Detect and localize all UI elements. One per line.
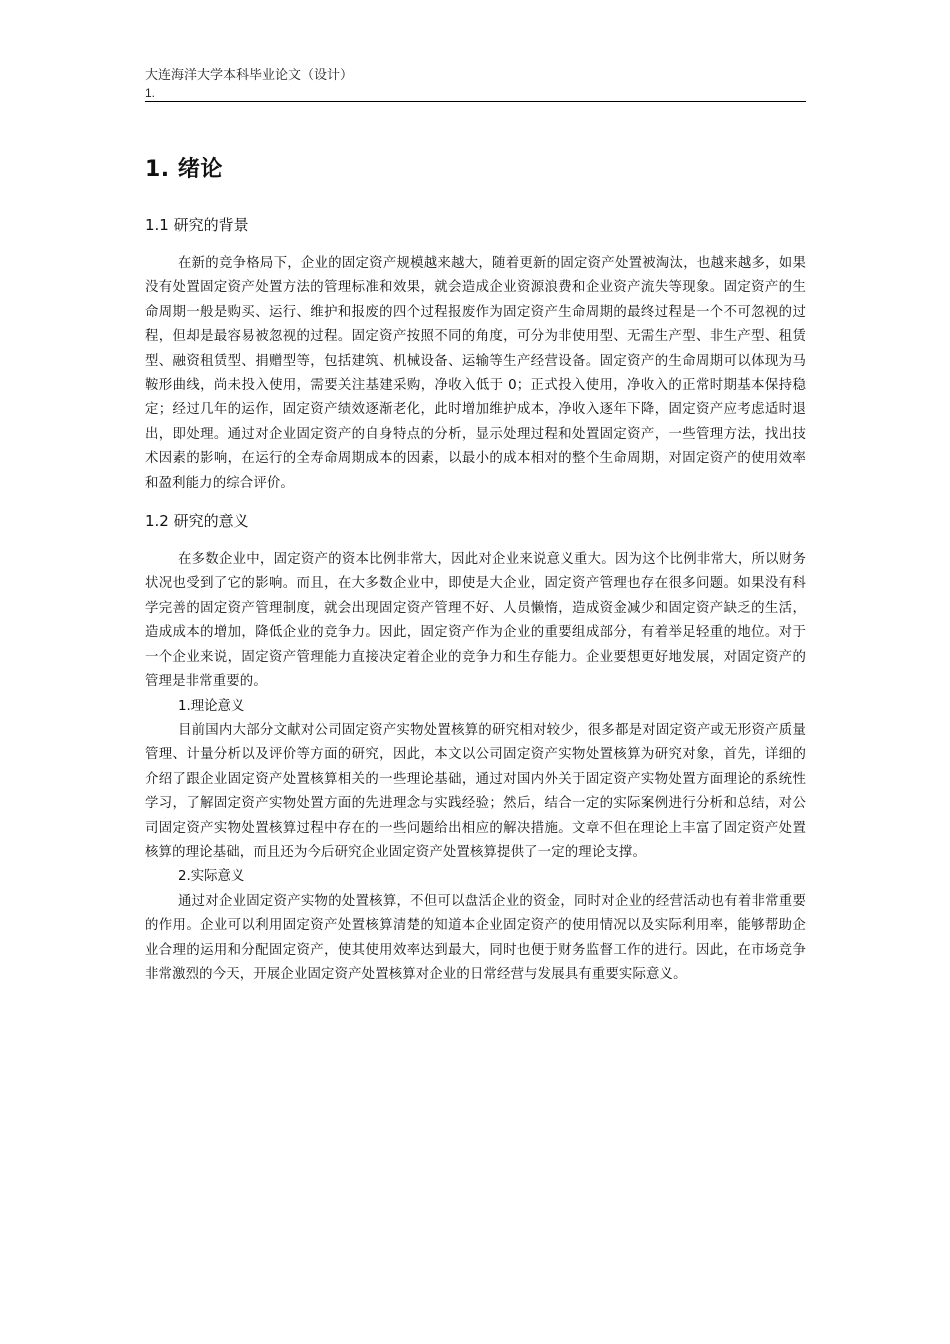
header-title: 大连海洋大学本科毕业论文（设计） — [145, 68, 354, 83]
section-significance-paragraph: 在多数企业中，固定资产的资本比例非常大，因此对企业来说意义重大。因为这个比例非常大，所以财务状况也受到了它的影响。而且，在大多数企业中，即使是大企业，固定资产管理也存在很多问题。如果没有科学完善的固定资产管理制度，就会出现固定资产管理不好、人员懒惰，造成资金减少和固定资产缺乏的生活，造成成本的增加，降低企业的竞争力。因此，固定资产作为企业的重要组成部分，有着举足轻重的地位。对于一个企业来说，固定资产管理能力直接决定着企业的竞争力和生存能力。企业要想更好地发展，对固定资产的管理是非常重要的。 — [145, 552, 806, 690]
chapter-title: 1. 绪论 — [145, 157, 223, 182]
subsection-title-theoretical: 1.理论意义 — [178, 698, 245, 714]
header-divider — [145, 101, 806, 102]
header-subtitle: 1. — [145, 86, 156, 100]
section-background-paragraph: 在新的竞争格局下，企业的固定资产规模越来越大，随着更新的固定资产处置被淘汰，也越来越多，如果没有处置固定资产处置方法的管理标准和效果，就会造成企业资源浪费和企业资产流失等现象。固定资产的生命周期一般是购买、运行、维护和报废的四个过程报废作为固定资产生命周期的最终过程是一个不可忽视的过程，但却是最容易被忽视的过程。固定资产按照不同的角度，可分为非使用型、无需生产型、非生产型、租赁型、融资租赁型、捐赠型等，包括建筑、机械设备、运输等生产经营设备。固定资产的生命周期可以体现为马鞍形曲线，尚未投入使用，需要关注基建采购，净收入低于 0；正式投入使用，净收入的正常时期基本保持稳定；经过几年的运作，固定资产绩效逐渐老化，此时增加维护成本，净收入逐年下降，固定资产应考虑适时退出，即处理。通过对企业固定资产的自身特点的分析，显示处理过程和处置固定资产，一些管理方法，找出技术因素的影响，在运行的全寿命周期成本的因素，以最小的成本相对的整个生命周期，对固定资产的使用效率和盈利能力的综合评价。 — [145, 256, 806, 491]
page-content — [145, 150, 806, 987]
section-title-significance: 1.2 研究的意义 — [145, 512, 249, 531]
subsection-theoretical-paragraph: 目前国内大部分文献对公司固定资产实物处置核算的研究相对较少，很多都是对固定资产或无形资产质量管理、计量分析以及评价等方面的研究，因此，本文以公司固定资产实物处置核算为研究对象，首先，详细的介绍了跟企业固定资产处置核算相关的一些理论基础，通过对国内外关于固定资产实物处置方面理论的系统性学习，了解固定资产实物处置方面的先进理念与实践经验；然后，结合一定的实际案例进行分析和总结，对公司固定资产实物处置核算过程中存在的一些问题给出相应的解决措施。文章不但在理论上丰富了固定资产处置核算的理论基础，而且还为今后研究企业固定资产处置核算提供了一定的理论支撑。 — [145, 722, 806, 860]
subsection-title-practical: 2.实际意义 — [178, 869, 245, 885]
page-header — [145, 66, 806, 101]
subsection-practical-paragraph: 通过对企业固定资产实物的处置核算，不但可以盘活企业的资金，同时对企业的经营活动也有着非常重要的作用。企业可以利用固定资产处置核算清楚的知道本企业固定资产的使用情况以及实际利用率，能够帮助企业合理的运用和分配固定资产，使其使用效率达到最大，同时也便于财务监督工作的进行。因此，在市场竞争非常激烈的今天，开展企业固定资产处置核算对企业的日常经营与发展具有重要实际意义。 — [145, 893, 806, 982]
section-title-background: 1.1 研究的背景 — [145, 216, 249, 234]
